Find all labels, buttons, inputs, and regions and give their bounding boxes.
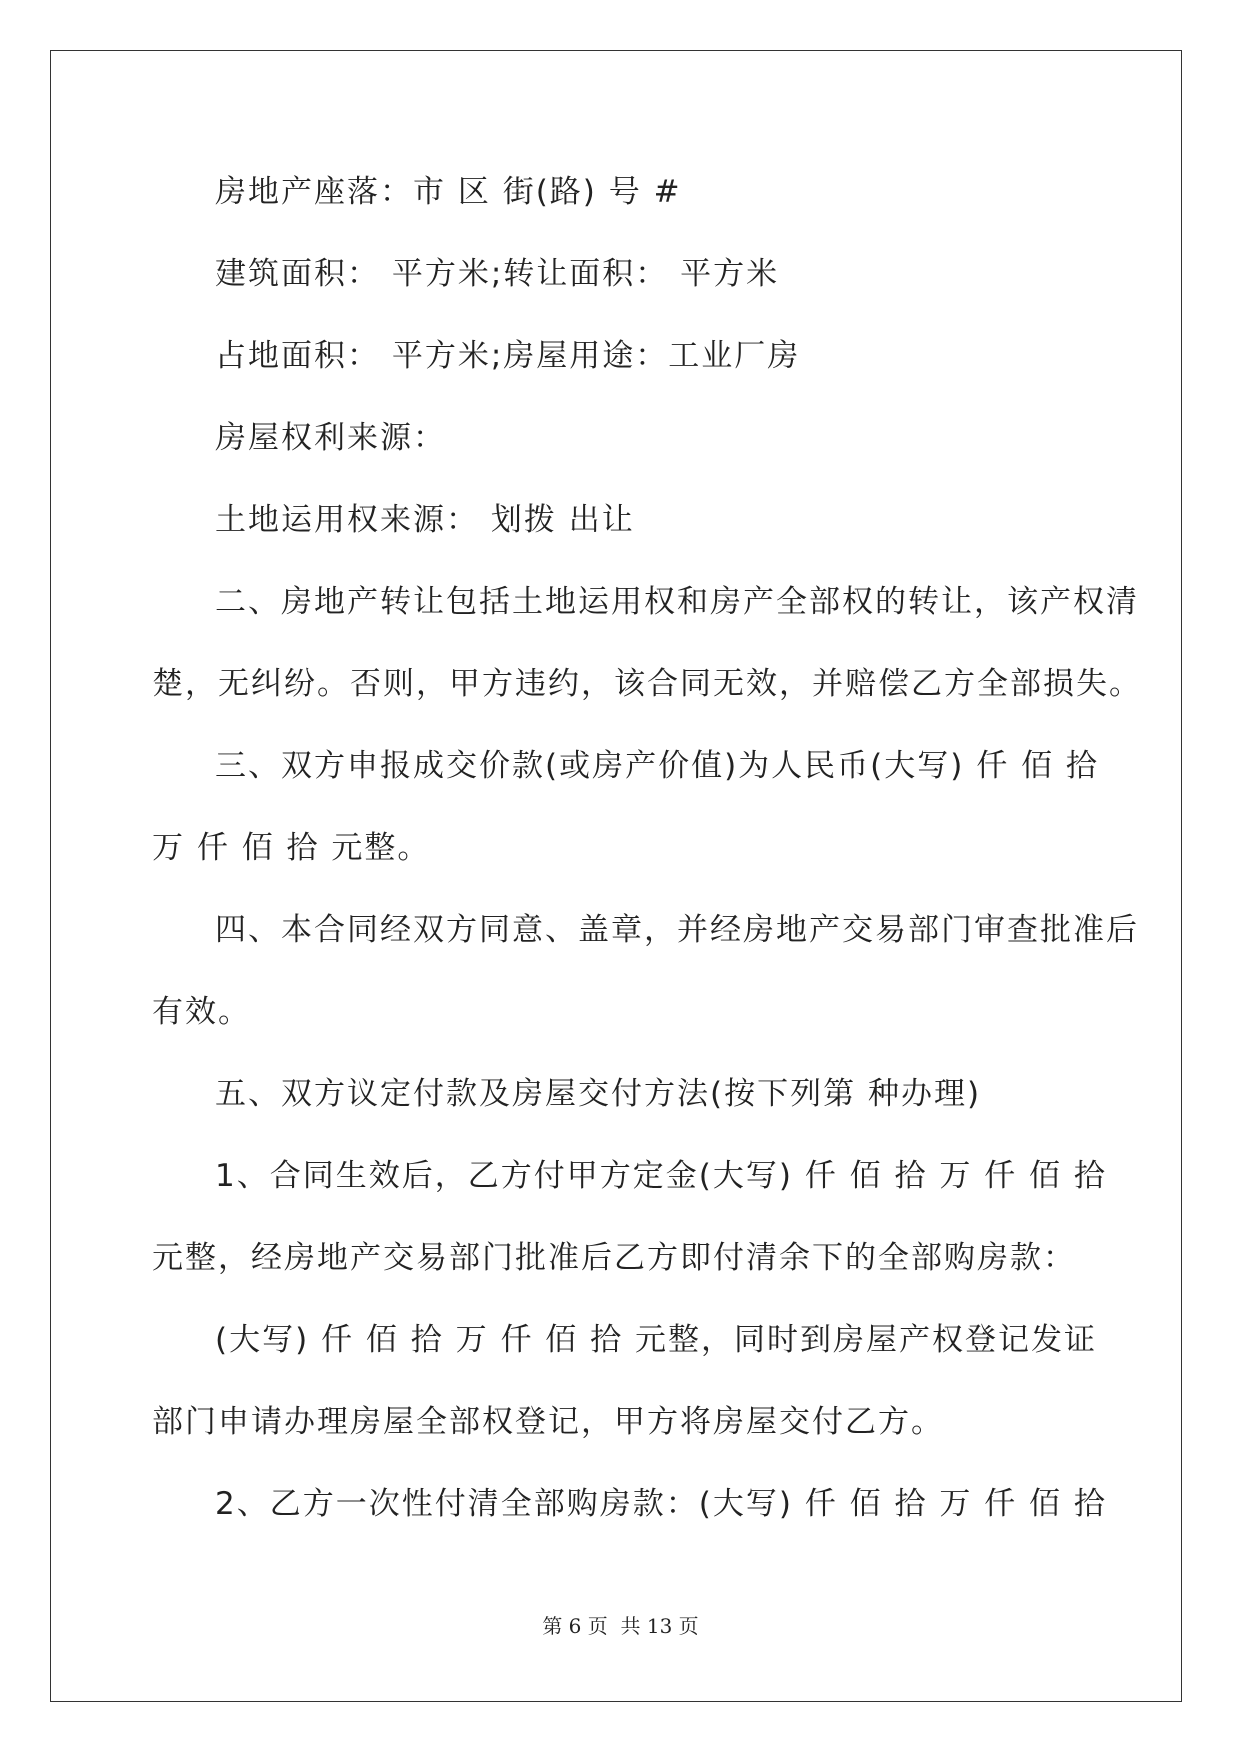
text-line-location: 房地产座落：市 区 街(路) 号 # (215, 174, 682, 210)
text-line-item-2a: 2、乙方一次性付清全部购房款：(大写) 仟 佰 拾 万 仟 佰 拾 (215, 1486, 1107, 1522)
text-line-item-1a: 1、合同生效后，乙方付甲方定金(大写) 仟 佰 拾 万 仟 佰 拾 (215, 1158, 1107, 1194)
text-line-rights-source: 房屋权利来源： (215, 420, 446, 456)
page-number-footer: 第 6 页 共 13 页 (542, 1614, 699, 1638)
page-border (50, 50, 1182, 1702)
text-line-land-area: 占地面积： 平方米;房屋用途：工业厂房 (215, 338, 801, 374)
text-line-clause-3b: 万 仟 佰 拾 元整。 (152, 830, 431, 866)
text-line-building-area: 建筑面积： 平方米;转让面积： 平方米 (215, 256, 780, 292)
text-line-item-1d: 部门申请办理房屋全部权登记，甲方将房屋交付乙方。 (152, 1404, 944, 1440)
text-line-item-1c: (大写) 仟 佰 拾 万 仟 佰 拾 元整，同时到房屋产权登记发证 (215, 1322, 1098, 1358)
text-line-land-use-source: 土地运用权来源： 划拨 出让 (215, 502, 635, 538)
text-line-clause-2b: 楚，无纠纷。否则，甲方违约，该合同无效，并赔偿乙方全部损失。 (152, 666, 1142, 702)
text-line-clause-2a: 二、房地产转让包括土地运用权和房产全部权的转让，该产权清 (215, 584, 1139, 620)
text-line-clause-4b: 有效。 (152, 994, 251, 1030)
text-line-clause-5: 五、双方议定付款及房屋交付方法(按下列第 种办理) (215, 1076, 982, 1112)
text-line-item-1b: 元整，经房地产交易部门批准后乙方即付清余下的全部购房款： (152, 1240, 1076, 1276)
text-line-clause-4a: 四、本合同经双方同意、盖章，并经房地产交易部门审查批准后 (215, 912, 1139, 948)
text-line-clause-3a: 三、双方申报成交价款(或房产价值)为人民币(大写) 仟 佰 拾 (215, 748, 1099, 784)
